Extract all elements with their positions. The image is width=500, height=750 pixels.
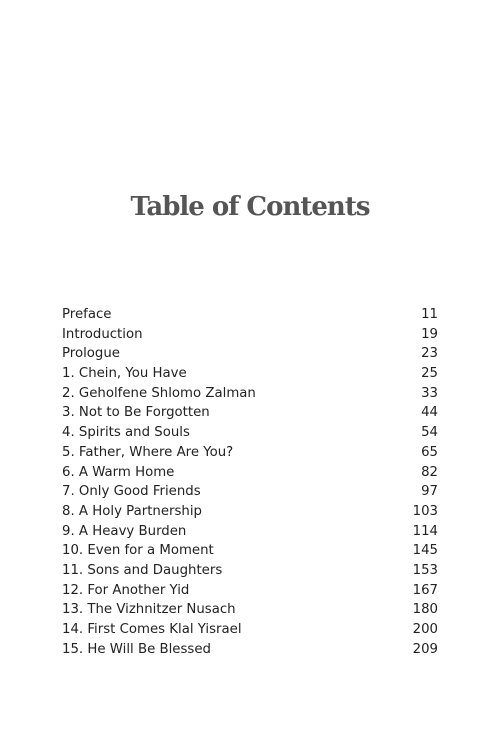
toc-entry-title: 10. Even for a Moment <box>62 543 214 559</box>
toc-entry-title: 14. First Comes Klal Yisrael <box>62 622 242 637</box>
toc-entry-page: 11 <box>421 307 438 322</box>
toc-entry <box>62 600 438 620</box>
toc-entry-title: 1. Chein, You Have <box>62 366 187 382</box>
toc-entry <box>62 443 438 463</box>
toc-entry-title: 4. Spirits and Souls <box>62 425 190 441</box>
toc-entry-title: 6. A Warm Home <box>62 464 175 480</box>
toc-entry <box>62 541 438 561</box>
toc-entry-title: 12. For Another Yid <box>62 582 190 598</box>
toc-entry <box>62 482 438 502</box>
toc-entry-title: 2. Geholfene Shlomo Zalman <box>62 385 256 401</box>
toc-entry-title: Introduction <box>62 326 143 342</box>
toc-entry <box>62 581 438 601</box>
toc-entry-page: 25 <box>421 366 438 382</box>
toc-entry-page: 19 <box>421 326 438 342</box>
toc-entry-page: 65 <box>421 444 438 460</box>
toc-entry <box>62 463 438 483</box>
toc-entry-title: Preface <box>62 307 112 322</box>
toc-entry <box>62 403 438 423</box>
toc-list <box>62 305 438 659</box>
toc-entry-page: 145 <box>412 543 438 559</box>
toc-entry <box>62 522 438 542</box>
toc-entry-page: 82 <box>421 464 438 480</box>
toc-entry <box>62 364 438 384</box>
toc-entry <box>62 384 438 404</box>
toc-entry <box>62 344 438 364</box>
toc-entry-title: 7. Only Good Friends <box>62 484 201 500</box>
toc-entry-title: Prologue <box>62 346 120 362</box>
toc-entry-page: 23 <box>421 346 438 362</box>
toc-entry-page: 180 <box>412 602 438 618</box>
toc-entry-page: 114 <box>412 523 438 539</box>
toc-entry-title: 8. A Holy Partnership <box>62 503 202 519</box>
toc-entry <box>62 620 438 640</box>
toc-entry-title: 15. He Will Be Blessed <box>62 641 211 657</box>
toc-entry-page: 153 <box>412 562 438 578</box>
toc-entry-title: 5. Father, Where Are You? <box>62 444 234 460</box>
toc-entry-title: 11. Sons and Daughters <box>62 562 223 578</box>
toc-entry-page: 33 <box>421 385 438 401</box>
toc-entry-page: 44 <box>421 405 438 421</box>
toc-entry-page: 209 <box>412 641 438 657</box>
toc-entry <box>62 305 438 325</box>
toc-entry <box>62 640 438 660</box>
toc-entry-page: 54 <box>421 425 438 441</box>
toc-entry-title: 9. A Heavy Burden <box>62 523 187 539</box>
toc-entry-page: 103 <box>412 503 438 519</box>
toc-entry <box>62 423 438 443</box>
toc-entry-page: 167 <box>412 582 438 598</box>
toc-entry <box>62 325 438 345</box>
toc-entry-title: 3. Not to Be Forgotten <box>62 405 210 421</box>
toc-entry-page: 200 <box>412 622 438 637</box>
toc-entry <box>62 502 438 522</box>
toc-entry <box>62 561 438 581</box>
toc-entry-title: 13. The Vizhnitzer Nusach <box>62 602 236 618</box>
page-title: Table of Contents <box>130 192 370 222</box>
toc-entry-page: 97 <box>421 484 438 500</box>
